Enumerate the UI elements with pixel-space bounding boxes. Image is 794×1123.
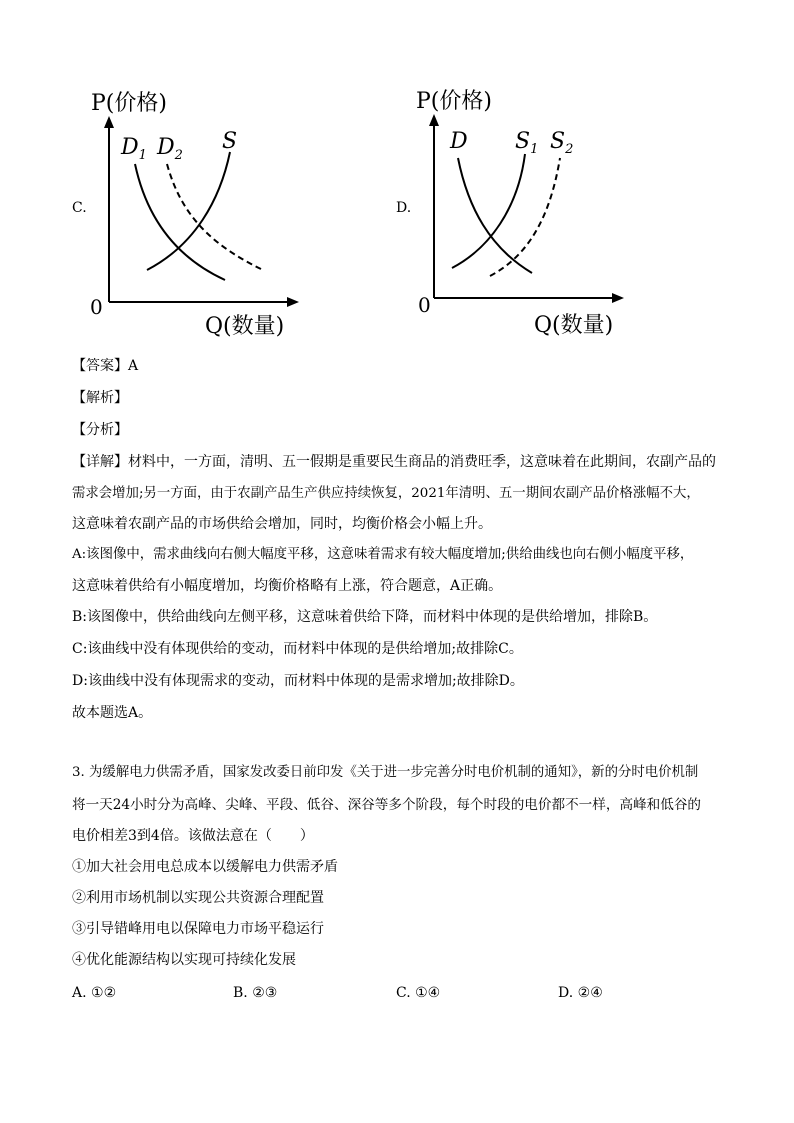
graph-c-origin: 0 bbox=[90, 295, 103, 319]
answer-label: 【答案】 bbox=[72, 358, 128, 374]
choice-b bbox=[233, 983, 277, 1003]
choice-d-value: ②④ bbox=[577, 985, 603, 1001]
statement-3: ③引导错峰用电以保障电力市场平稳运行 bbox=[72, 921, 324, 937]
graph-c-label-d2: $D_2$ bbox=[157, 135, 183, 163]
graph-d-origin: 0 bbox=[418, 293, 431, 317]
graph-c-y-arrow bbox=[104, 116, 114, 128]
statement-4: ④优化能源结构以实现可持续化发展 bbox=[72, 952, 296, 968]
detail-line-1 bbox=[72, 452, 716, 472]
question3-line-3: 电价相差3到4倍。该做法意在（ ） bbox=[72, 828, 314, 844]
detail-line-2: 需求会增加;另一方面，由于农副产品生产供应持续恢复，2021年清明、五一期间农副产品价格涨幅不大， bbox=[72, 486, 700, 501]
option-a-line-2: 这意味着供给有小幅度增加，均衡价格略有上涨，符合题意，A正确。 bbox=[72, 578, 503, 594]
analysis-label: 【分析】 bbox=[72, 422, 128, 438]
graph-d-x-arrow bbox=[612, 293, 624, 303]
detail-label: 【详解】 bbox=[72, 454, 128, 470]
choice-b-label: B. bbox=[233, 985, 248, 1001]
answer-line bbox=[72, 356, 138, 376]
graph-d-y-axis-label: P(价格) bbox=[416, 89, 492, 114]
choice-a-label: A. bbox=[72, 985, 87, 1001]
choice-a bbox=[72, 983, 116, 1003]
explanation-label: 【解析】 bbox=[72, 390, 128, 406]
graph-c-option-label: C. bbox=[72, 200, 87, 216]
option-d-analysis: D:该曲线中没有体现需求的变动，而材料中体现的是需求增加;故排除D。 bbox=[72, 673, 524, 689]
detail-text-1: 材料中，一方面，清明、五一假期是重要民生商品的消费旺季，这意味着在此期间，农副产品的 bbox=[128, 454, 716, 470]
graph-d-label-d: D bbox=[450, 129, 468, 154]
detail-line-3: 这意味着农副产品的市场供给会增加，同时，均衡价格会小幅上升。 bbox=[72, 516, 492, 532]
graph-d-label-s2: $S_2$ bbox=[550, 129, 574, 157]
choice-c-label: C. bbox=[396, 985, 411, 1001]
graph-c-y-axis-label: P(价格) bbox=[91, 91, 167, 116]
graph-c-label-s: S bbox=[222, 129, 238, 154]
choice-c-value: ①④ bbox=[415, 985, 441, 1001]
graph-c-x-arrow bbox=[287, 297, 299, 307]
graph-c-label-d1: $D_1$ bbox=[121, 135, 147, 163]
conclusion: 故本题选A。 bbox=[72, 705, 153, 721]
choice-b-value: ②③ bbox=[252, 985, 278, 1001]
statement-2: ②利用市场机制以实现公共资源合理配置 bbox=[72, 890, 324, 906]
choice-c bbox=[396, 983, 440, 1003]
graph-d bbox=[410, 78, 640, 340]
graph-d-y-arrow bbox=[429, 114, 439, 126]
graph-c-curve-d1 bbox=[135, 164, 225, 280]
graph-c-x-axis-label: Q(数量) bbox=[205, 314, 285, 339]
graph-d-option-label: D. bbox=[396, 200, 412, 216]
statement-1: ①加大社会用电总成本以缓解电力供需矛盾 bbox=[72, 859, 338, 875]
option-a-line-1: A:该图像中，需求曲线向右侧大幅度平移，这意味着需求有较大幅度增加;供给曲线也向右侧小幅度平移， bbox=[72, 547, 694, 562]
choice-d-label: D. bbox=[558, 985, 574, 1001]
option-c-analysis: C:该曲线中没有体现供给的变动，而材料中体现的是供给增加;故排除C。 bbox=[72, 641, 523, 657]
graph-c-curve-d2 bbox=[167, 164, 263, 270]
question3-line-1: 3. 为缓解电力供需矛盾，国家发改委日前印发《关于进一步完善分时电价机制的通知》，新的分时电价机制 bbox=[72, 765, 699, 780]
choice-a-value: ①② bbox=[91, 985, 117, 1001]
graph-d-x-axis-label: Q(数量) bbox=[534, 313, 614, 338]
choice-d bbox=[558, 983, 603, 1003]
graph-d-label-s1: $S_1$ bbox=[515, 129, 539, 157]
graph-c bbox=[85, 80, 315, 340]
option-b-analysis: B:该图像中，供给曲线向左侧平移，这意味着供给下降，而材料中体现的是供给增加，排除B。 bbox=[72, 609, 658, 625]
question3-line-2: 将一天24小时分为高峰、尖峰、平段、低谷、深谷等多个阶段，每个时段的电价都不一样，高峰和低谷的 bbox=[72, 797, 702, 813]
graph-d-curve-s2 bbox=[490, 158, 560, 276]
graph-d-curve-s1 bbox=[452, 154, 525, 268]
answer-value: A bbox=[128, 358, 139, 374]
